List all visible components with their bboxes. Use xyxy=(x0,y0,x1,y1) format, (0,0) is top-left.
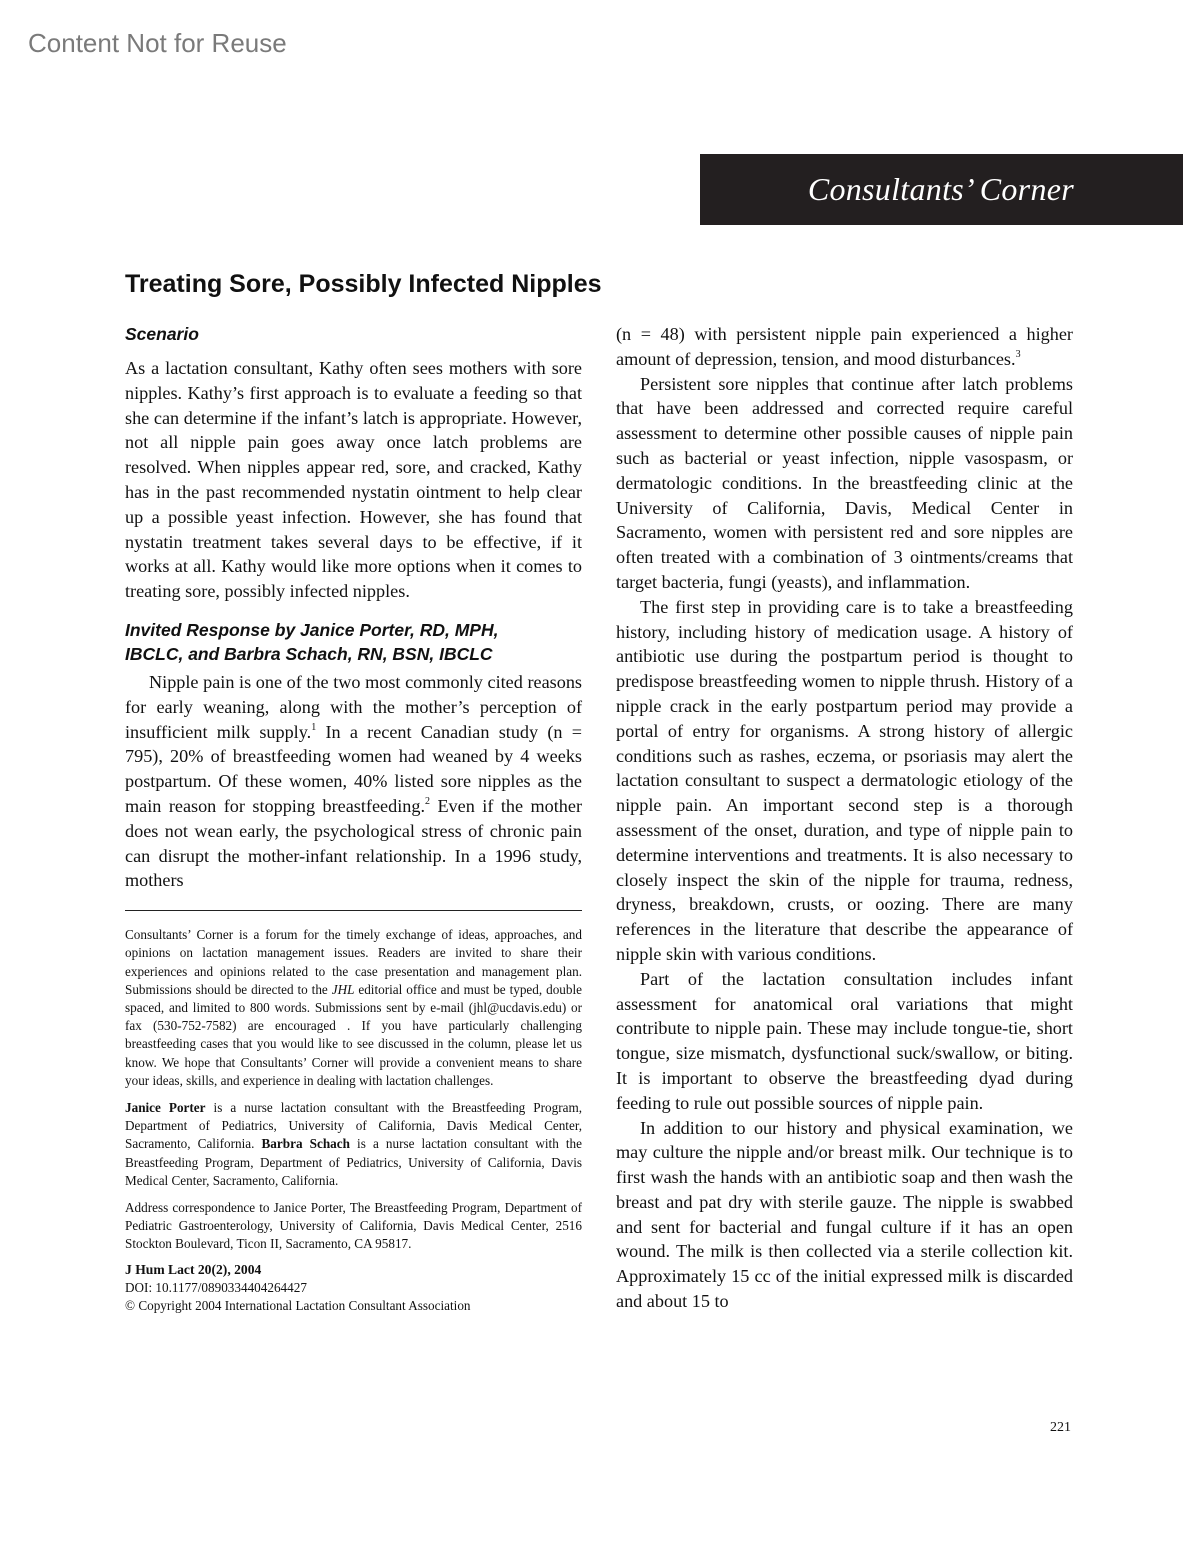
article-title: Treating Sore, Possibly Infected Nipples xyxy=(125,270,602,298)
paragraph-text: (n = 48) with persistent nipple pain experienced a higher amount of depression, tension, and mood disturbances. xyxy=(616,324,1073,369)
paragraph-text: Even if the mother does not wean early, the psychological stress of chronic pain can disrupt the mother-infant relationship. In a 1996 study, mothers xyxy=(125,795,583,891)
right-column xyxy=(616,322,1073,1314)
paragraph-text: Nipple pain is one of the two most commonly cited reasons for early weaning, along with the mother’s perception of insufficient milk supply. xyxy=(125,671,582,742)
copyright: © Copyright 2004 International Lactation Consultant Association xyxy=(125,1297,471,1313)
invited-response-heading-line1: Invited Response by Janice Porter, RD, MPH, xyxy=(125,619,499,640)
doi: DOI: 10.1177/0890334404264427 xyxy=(125,1279,307,1295)
body-paragraph: In addition to our history and physical examination, we may culture the nipple and/or breast milk. Our technique is to first wash the hands with an antibiotic soap and then wash the breast and pat dry with sterile gauze. The nipple is swabbed and sent for bacterial and fungal culture if it has an open wound. The milk is then collected via a sterile collection kit. Approximately 15 cc of the initial expressed milk is discarded and about 15 to xyxy=(616,1117,1073,1312)
body-paragraph: Persistent sore nipples that continue after latch problems that have been addressed and corrected require careful assessment to determine other possible causes of nipple pain such as bacterial or yeast infection, nipple vasospasm, or dermatologic conditions. In the breastfeeding clinic at the University of California, Davis, Medical Center in Sacramento, women with persistent red and sore nipples are often treated with a combination of 3 ointments/creams that target bacteria, fungi (yeasts), and inflammation. xyxy=(616,373,1073,592)
footnote-divider xyxy=(125,910,582,911)
body-paragraph: Part of the lactation consultation includes infant assessment for anatomical oral variations that might contribute to nipple pain. These may include tongue-tie, short tongue, size mismatch, dysfunctional suck/swallow, or biting. It is important to observe the breastfeeding dyad during feeding to rule out possible sources of nipple pain. xyxy=(616,968,1073,1113)
journal-abbrev: JHL xyxy=(331,981,355,997)
author-bio-text: is a nurse lactation consultant with the Breastfeeding Program, Department of Pediatrics, University of California, Davis Medical Center, Sacramento, California. xyxy=(125,1099,582,1152)
reference-marker: 3 xyxy=(1015,348,1021,360)
paragraph-text: In a recent Canadian study (n = 795), 20% of breastfeeding women had weaned by 4 weeks postpartum. Of these women, 40% listed sore nipples as the main reason for stopping breastfeeding. xyxy=(125,721,583,816)
reference-marker: 1 xyxy=(311,721,317,733)
continued-paragraph xyxy=(616,322,1073,372)
author-name: Janice Porter xyxy=(125,1099,206,1115)
left-column xyxy=(125,322,582,1315)
scenario-heading: Scenario xyxy=(125,324,199,344)
body-paragraph: The first step in providing care is to take a breastfeeding history, including history of medication usage. A history of antibiotic use during the postpartum period is thought to predispose breastfeeding women to nipple thrush. History of a nipple crack in the early postpartum period may provide a portal of entry for organisms. A strong history of allergic conditions such as rashes, eczema, or psoriasis may alert the lactation consultant to suspect a dermatologic etiology of the nipple pain. An important second step is a thorough assessment of the onset, duration, and type of nipple pain to determine interventions and treatments. It is also necessary to closely inspect the skin of the nipple for trauma, redness, dryness, breakdown, crusts, or oozing. There are many references in the literature that describe the appearance of nipple skin with various conditions. xyxy=(616,596,1073,964)
note-text: editorial office and must be typed, double spaced, and limited to 800 words. Submissions sent by e-mail (jhl@ucdavis.edu) or fax (530-752-7582) are encouraged . If you have particularly challenging breastfeeding cases that you would like to see discussed in the column, please let us know. We hope that Consultants’ Corner will provide a convenient means to share your ideas, skills, and experience in dealing with lactation challenges. xyxy=(125,981,582,1088)
section-banner xyxy=(700,154,1183,225)
invited-response-paragraph xyxy=(125,670,582,893)
note-text: Consultants’ Corner is a forum for the timely exchange of ideas, approaches, and opinions on lactation management issues. Readers are invited to share their experiences and opinions related to the case presentation and management plan. Submissions should be directed to the xyxy=(125,927,582,997)
invited-response-heading-line2: IBCLC, and Barbra Schach, RN, BSN, IBCLC xyxy=(125,643,493,664)
scenario-paragraph: As a lactation consultant, Kathy often sees mothers with sore nipples. Kathy’s first approach is to evaluate a feeding so that she can determine if the infant’s latch is appropriate. However, not all nipple pain goes away once latch problems are resolved. When nipples appear red, sore, and cracked, Kathy has in the past recommended nystatin ointment to help clear up a possible yeast infection. However, she has found that nystatin treatment takes several days to be effective, if it works at all. Kathy would like more options when it comes to treating sore, possibly infected nipples. xyxy=(125,358,582,602)
page-number: 221 xyxy=(1050,1420,1071,1435)
watermark-text: Content Not for Reuse xyxy=(28,28,287,58)
reference-marker: 2 xyxy=(425,795,430,807)
author-bio-text: is a nurse lactation consultant with the Breastfeeding Program, Department of Pediatrics, University of California, Davis Medical Center, Sacramento, California. xyxy=(125,1136,583,1188)
invited-response-heading xyxy=(125,618,582,666)
author-bios xyxy=(125,1099,582,1190)
correspondence-address: Address correspondence to Janice Porter, The Breastfeeding Program, Department of Pediatric Gastroenterology, University of California, Davis Medical Center, 2516 Stockton Boulevard, Ticon II, Sacramento, CA 95817. xyxy=(125,1199,582,1252)
journal-citation: J Hum Lact 20(2), 2004 xyxy=(125,1261,262,1277)
section-banner-title: Consultants’ Corner xyxy=(807,171,1074,207)
author-name: Barbra Schach xyxy=(261,1136,350,1152)
forum-note xyxy=(125,926,582,1090)
